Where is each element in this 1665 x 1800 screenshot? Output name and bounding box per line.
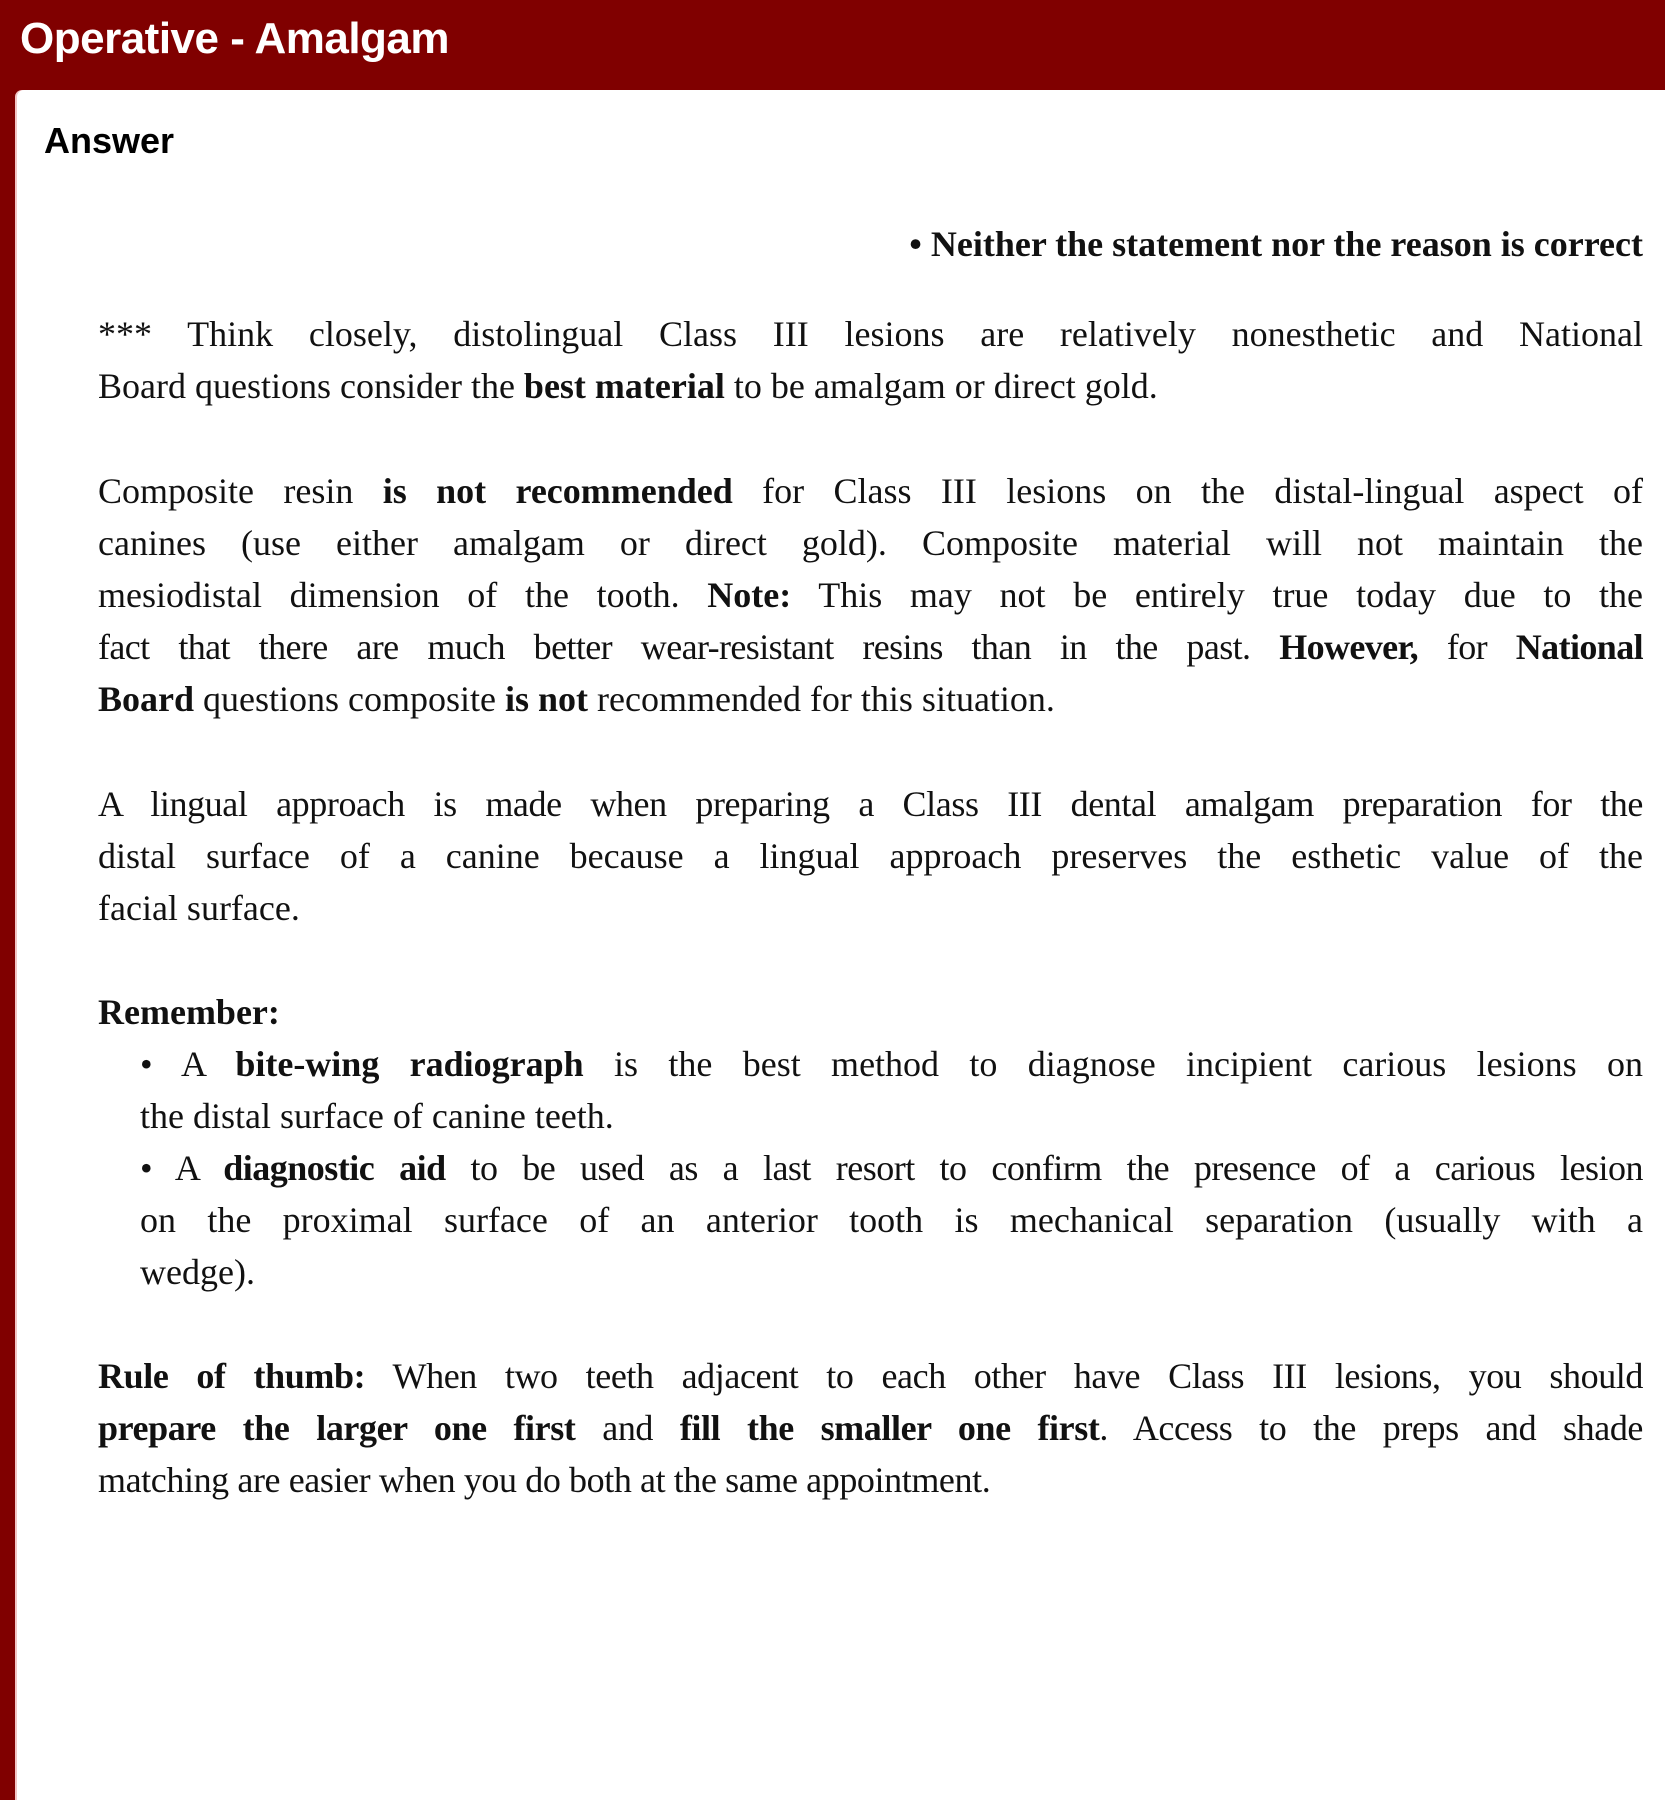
bullet2-line3 (140, 1246, 1643, 1298)
para2-text: for (1418, 627, 1516, 667)
emphasis: Board (98, 679, 195, 719)
para2-text: This may not be entirely true today due to the (791, 575, 1643, 615)
para2-text: Composite resin (98, 471, 383, 511)
bullet-text: is the best method to diagnose incipient carious lesions on (583, 1044, 1643, 1084)
answer-verdict (909, 218, 1643, 270)
para1-line2 (98, 360, 1643, 412)
para3-line3 (98, 882, 1643, 934)
header-bar (0, 0, 1665, 90)
emphasis: prepare the larger one first (98, 1408, 576, 1448)
para1-text: to be amalgam or direct gold. (724, 366, 1158, 406)
rule-line3 (98, 1454, 1643, 1506)
rule-line2 (98, 1402, 1643, 1454)
emphasis: is not (505, 679, 589, 719)
emphasis: Note: (707, 575, 792, 615)
para2-text: for Class III lesions on the distal-lingual aspect of (732, 471, 1643, 511)
verdict-text: • Neither the statement nor the reason is correct (909, 224, 1643, 264)
emphasis: However, (1279, 627, 1419, 667)
para3-text: facial surface. (98, 888, 300, 928)
bullet-text: to be used as a last resort to confirm the presence of a carious lesion (445, 1148, 1643, 1188)
para2-text: questions composite (194, 679, 505, 719)
answer-card (17, 90, 1665, 1800)
rule-line1 (98, 1350, 1643, 1402)
bullet-text: • A (140, 1044, 236, 1084)
remember-heading: Remember: (98, 992, 280, 1032)
emphasis: is not recommended (382, 471, 733, 511)
para2-line4 (98, 621, 1643, 673)
card-heading: Answer (44, 120, 175, 161)
bullet2-line1 (140, 1142, 1643, 1194)
emphasis: diagnostic aid (223, 1148, 446, 1188)
emphasis: bite-wing radiograph (235, 1044, 584, 1084)
rule-text: matching are easier when you do both at the same appointment. (98, 1460, 991, 1500)
para1-line1 (98, 308, 1643, 360)
bullet-text: • A (140, 1148, 224, 1188)
para3-text: A lingual approach is made when preparing a Class III dental amalgam preparation for the (98, 784, 1643, 824)
rule-text: . Access to the preps and shade (1099, 1408, 1644, 1448)
bullet-text: on the proximal surface of an anterior tooth is mechanical separation (usually with a (140, 1200, 1643, 1240)
para2-line2 (98, 517, 1643, 569)
para1-text: *** Think closely, distolingual Class III lesions are relatively nonesthetic and National (98, 314, 1643, 354)
para2-line3 (98, 569, 1643, 621)
para3-line1 (98, 778, 1643, 830)
page-title: Operative - Amalgam (20, 14, 450, 63)
bullet1-line1 (140, 1038, 1643, 1090)
para3-line2 (98, 830, 1643, 882)
para2-text: mesiodistal dimension of the tooth. (98, 575, 708, 615)
para2-line1 (98, 465, 1643, 517)
answer-document (17, 90, 1665, 1800)
bullet1-line2 (140, 1090, 1643, 1142)
rule-label: Rule of thumb: (98, 1356, 366, 1396)
para1-text: Board questions consider the (98, 366, 524, 406)
para2-text: fact that there are much better wear-resistant resins than in the past. (98, 627, 1280, 667)
emphasis: best material (523, 366, 725, 406)
rule-text: When two teeth adjacent to each other have Class III lesions, you should (365, 1356, 1643, 1396)
remember-label (98, 986, 1643, 1038)
bullet-text: wedge). (140, 1252, 255, 1292)
emphasis: National (1515, 627, 1643, 667)
para3-text: distal surface of a canine because a lingual approach preserves the esthetic value of the (98, 836, 1643, 876)
rule-text: and (575, 1408, 680, 1448)
bullet2-line2 (140, 1194, 1643, 1246)
para2-text: recommended for this situation. (588, 679, 1055, 719)
bullet-text: the distal surface of canine teeth. (140, 1096, 614, 1136)
para2-text: canines (use either amalgam or direct gold). Composite material will not maintain the (98, 523, 1643, 563)
emphasis: fill the smaller one first (679, 1408, 1100, 1448)
para2-line5 (98, 673, 1643, 725)
